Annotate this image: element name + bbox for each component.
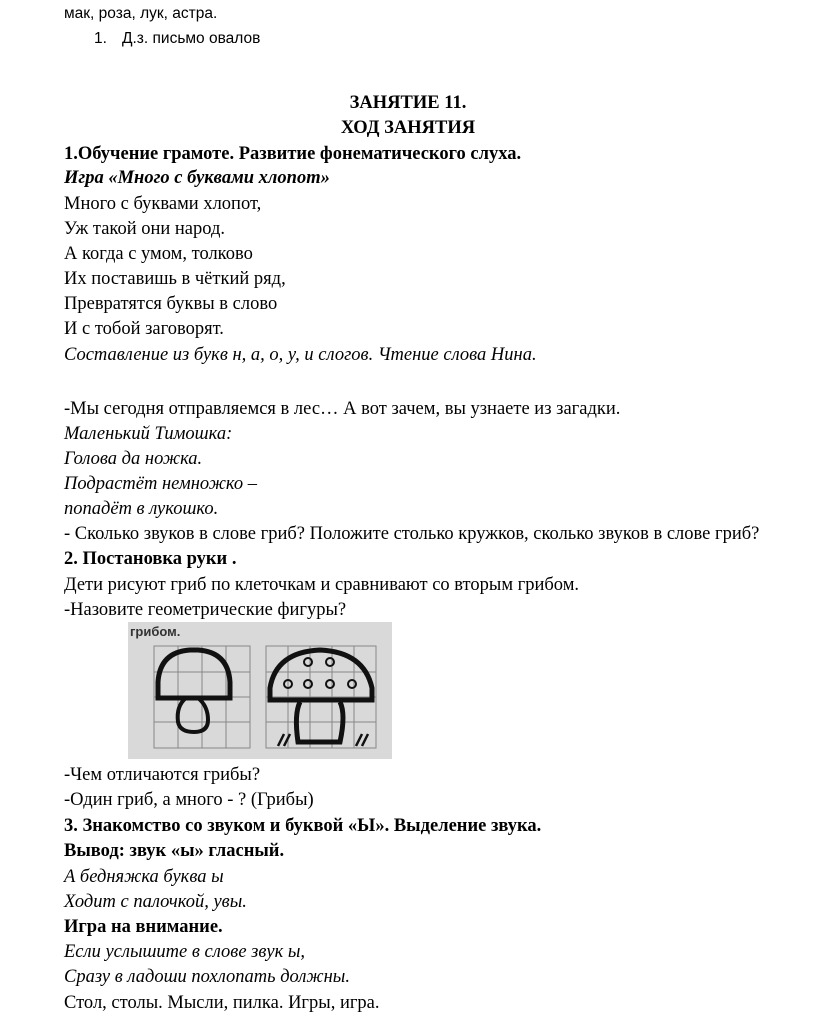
- mushroom-drawings: [128, 622, 392, 759]
- riddle-line: Подрастёт немножко –: [64, 474, 257, 494]
- difference-question: -Чем отличаются грибы?: [64, 765, 261, 785]
- poem-line: А когда с умом, толково: [64, 244, 253, 264]
- section2-heading: 2. Постановка руки .: [64, 549, 237, 569]
- mushroom-left-icon: [158, 650, 230, 732]
- section3-heading: 3. Знакомство со звуком и буквой «Ы». Выделение звука.: [64, 816, 542, 836]
- poem-line: И с тобой заговорят.: [64, 319, 224, 339]
- word-list: Стол, столы. Мысли, пилка. Игры, игра.: [64, 993, 380, 1013]
- riddle-line: Голова да ножка.: [64, 449, 203, 469]
- letter-poem-line: Ходит с палочкой, увы.: [64, 892, 247, 912]
- task-text: Составление из букв н, а, о, у, и слогов. Чтение слова Нина.: [64, 345, 537, 365]
- poem-line: Уж такой они народ.: [64, 219, 226, 239]
- letter-poem-line: А бедняжка буква ы: [64, 867, 224, 887]
- riddle-line: Маленький Тимошка:: [64, 424, 233, 444]
- section2-text: Дети рисуют гриб по клеточкам и сравнивают со вторым грибом.: [64, 575, 580, 595]
- conclusion: Вывод: звук «ы» гласный.: [64, 841, 285, 861]
- game-poem-line: Если услышите в слове звук ы,: [64, 942, 306, 962]
- attention-game-heading: Игра на внимание.: [64, 917, 223, 937]
- intro-line: мак, роза, лук, астра.: [64, 5, 218, 22]
- sound-question: - Сколько звуков в слове гриб? Положите столько кружков, сколько звуков в слове гриб?: [64, 524, 760, 544]
- intro-speech: -Мы сегодня отправляемся в лес… А вот зачем, вы узнаете из загадки.: [64, 399, 621, 419]
- section2-question: -Назовите геометрические фигуры?: [64, 600, 347, 620]
- mushroom-right-icon: [270, 650, 372, 746]
- section1-heading: 1.Обучение грамоте. Развитие фонематического слуха.: [64, 144, 522, 164]
- lesson-title: ЗАНЯТИЕ 11.: [349, 93, 467, 113]
- riddle-line: попадёт в лукошко.: [64, 499, 219, 519]
- game-title: Игра «Много с буквами хлопот»: [64, 168, 330, 188]
- homework-text: Д.з. письмо овалов: [122, 30, 261, 47]
- mushroom-figure: [128, 622, 392, 759]
- game-poem-line: Сразу в ладоши похлопать должны.: [64, 967, 350, 987]
- poem-line: Много с буквами хлопот,: [64, 194, 262, 214]
- figure-caption: грибом.: [130, 624, 181, 639]
- plural-question: -Один гриб, а много - ? (Грибы): [64, 790, 314, 810]
- list-number: 1.: [94, 30, 107, 47]
- lesson-subtitle: ХОД ЗАНЯТИЯ: [340, 118, 476, 138]
- poem-line: Превратятся буквы в слово: [64, 294, 278, 314]
- poem-line: Их поставишь в чёткий ряд,: [64, 269, 286, 289]
